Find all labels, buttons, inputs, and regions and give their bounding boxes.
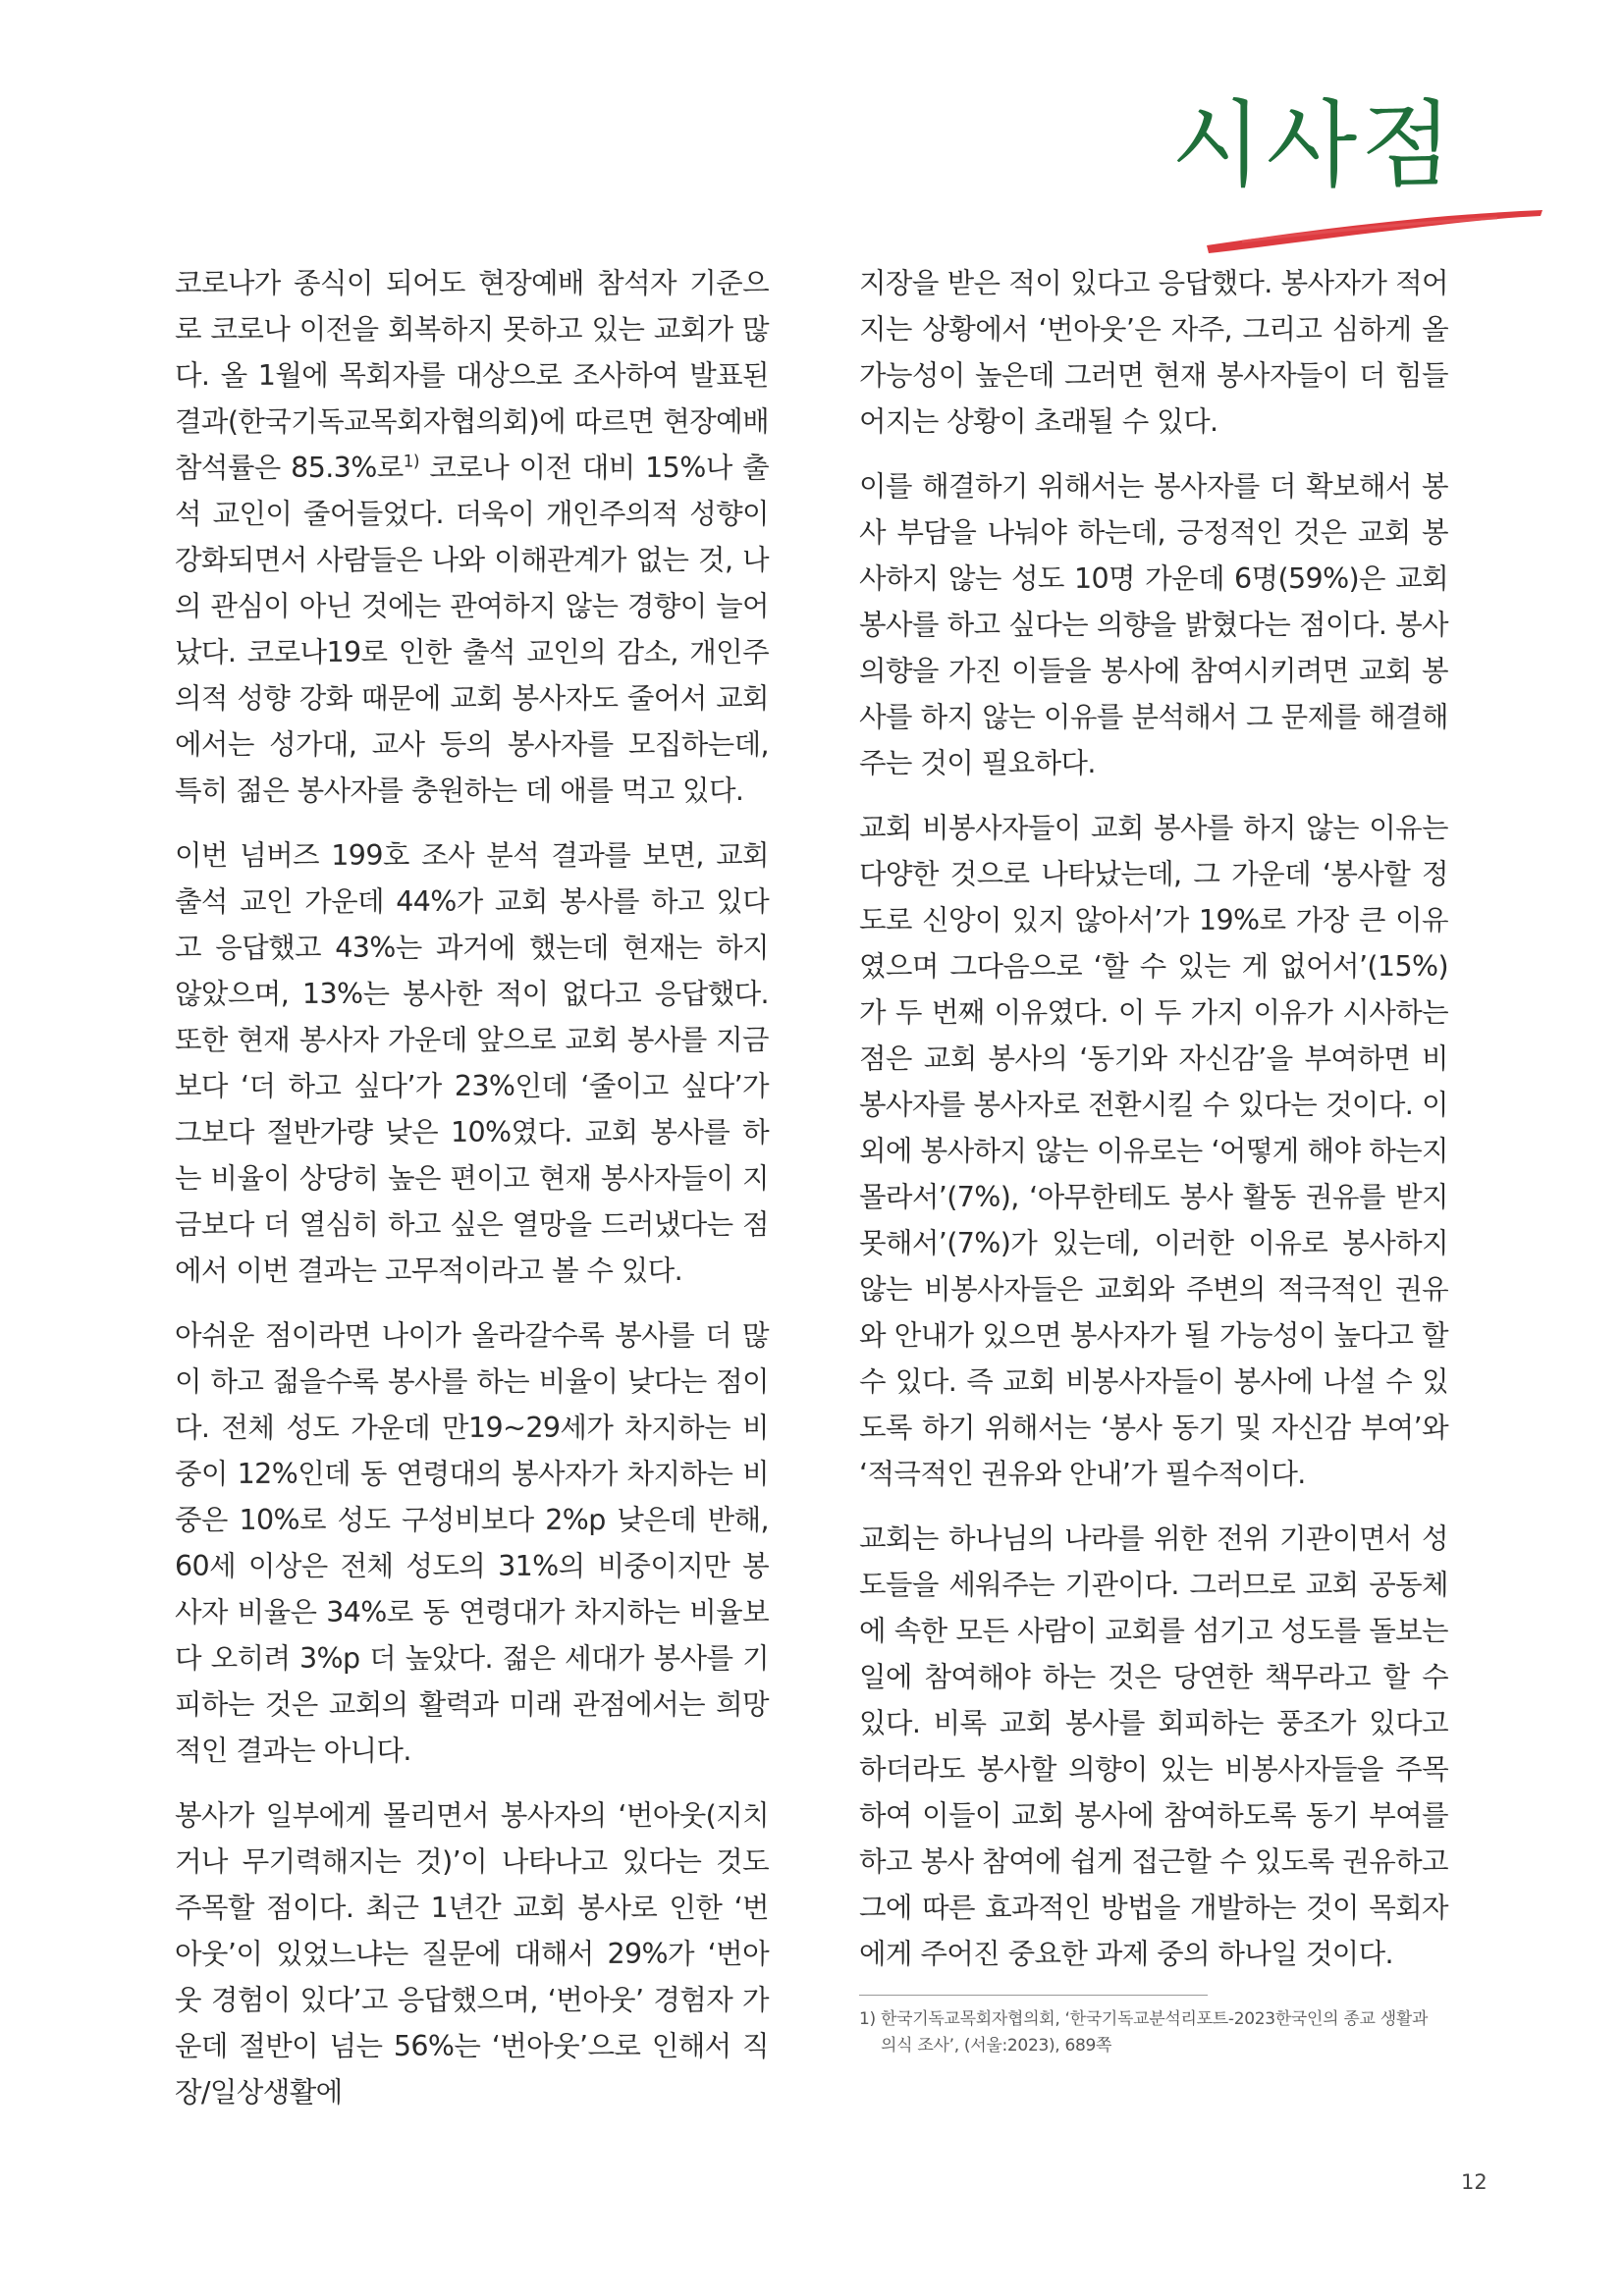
right-column [859,260,1448,1996]
left-column [175,260,769,2134]
red-brush-stroke-decoration [1203,196,1546,255]
paragraph: 아쉬운 점이라면 나이가 올라갈수록 봉사를 더 많이 하고 젊을수록 봉사를 하는 비율이 낮다는 점이다. 전체 성도 가운데 만19~29세가 차지하는 비중이 12%인데 동 연령대의 봉사자가 차지하는 비중은 10%로 성도 구성비보다 2%p 낮은데 반해, 60세 이상은 전체 성도의 31%의 비중이지만 봉사자 비율은 34%로 동 연령대가 차지하는 비율보다 오히려 3%p 더 높았다. 젊은 세대가 봉사를 기피하는 것은 교회의 활력과 미래 관점에서는 희망적인 결과는 아니다. [175,1319,769,1767]
footnote-text-line2: 의식 조사’, (서울:2023), 689쪽 [881,2036,1112,2056]
paragraph: 이번 넘버즈 199호 조사 분석 결과를 보면, 교회 출석 교인 가운데 44%가 교회 봉사를 하고 있다고 응답했고 43%는 과거에 했는데 현재는 하지 않았으며, 13%는 봉사한 적이 없다고 응답했다. 또한 현재 봉사자 가운데 앞으로 교회 봉사를 지금보다 ‘더 하고 싶다’가 23%인데 ‘줄이고 싶다’가 그보다 절반가량 낮은 10%였다. 교회 봉사를 하는 비율이 상당히 높은 편이고 현재 봉사자들이 지금보다 더 열심히 하고 싶은 열망을 드러냈다는 점에서 이번 결과는 고무적이라고 볼 수 있다. [175,839,769,1287]
paragraph: 교회 비봉사자들이 교회 봉사를 하지 않는 이유는 다양한 것으로 나타났는데, 그 가운데 ‘봉사할 정도로 신앙이 있지 않아서’가 19%로 가장 큰 이유였으며 그다음으로 ‘할 수 있는 게 없어서’(15%)가 두 번째 이유였다. 이 두 가지 이유가 시사하는 점은 교회 봉사의 ‘동기와 자신감’을 부여하면 비봉사자를 봉사자로 전환시킬 수 있다는 것이다. 이 외에 봉사하지 않는 이유로는 ‘어떻게 해야 하는지 몰라서’(7%), ‘아무한테도 봉사 활동 권유를 받지 못해서’(7%)가 있는데, 이러한 이유로 봉사하지 않는 비봉사자들은 교회와 주변의 적극적인 권유와 안내가 있으면 봉사자가 될 가능성이 높다고 할 수 있다. 즉 교회 비봉사자들이 봉사에 나설 수 있도록 하기 위해서는 ‘봉사 동기 및 자신감 부여’와 ‘적극적인 권유와 안내’가 필수적이다. [859,812,1448,1490]
footnote-divider [859,1995,1208,1996]
page-number: 12 [1461,2170,1488,2194]
paragraph: 봉사가 일부에게 몰리면서 봉사자의 ‘번아웃(지치거나 무기력해지는 것)’이 나타나고 있다는 것도 주목할 점이다. 최근 1년간 교회 봉사로 인한 ‘번아웃’이 있었느냐는 질문에 대해서 29%가 ‘번아웃 경험이 있다’고 응답했으며, ‘번아웃’ 경험자 가운데 절반이 넘는 56%는 ‘번아웃’으로 인해서 직장/일상생활에 [175,1799,769,2109]
section-title: 시사점 [1170,90,1456,200]
paragraph: 지장을 받은 적이 있다고 응답했다. 봉사자가 적어지는 상황에서 ‘번아웃’은 자주, 그리고 심하게 올 가능성이 높은데 그러면 현재 봉사자들이 더 힘들어지는 상황이 초래될 수 있다. [859,267,1448,438]
footnote-number: 1) [859,2009,876,2029]
paragraph: 코로나가 종식이 되어도 현장예배 참석자 기준으로 코로나 이전을 회복하지 못하고 있는 교회가 많다. 올 1월에 목회자를 대상으로 조사하여 발표된 결과(한국기독교목회자협의회)에 따르면 현장예배 참석률은 85.3%로$^{1)}$ 코로나 이전 대비 15%나 출석 교인이 줄어들었다. 더욱이 개인주의적 성향이 강화되면서 사람들은 나와 이해관계가 없는 것, 나의 관심이 아닌 것에는 관여하지 않는 경향이 늘어났다. 코로나19로 인한 출석 교인의 감소, 개인주의적 성향 강화 때문에 교회 봉사자도 줄어서 교회에서는 성가대, 교사 등의 봉사자를 모집하는데, 특히 젊은 봉사자를 충원하는 데 애를 먹고 있다. [175,267,769,807]
paragraph: 이를 해결하기 위해서는 봉사자를 더 확보해서 봉사 부담을 나눠야 하는데, 긍정적인 것은 교회 봉사하지 않는 성도 10명 가운데 6명(59%)은 교회 봉사를 하고 싶다는 의향을 밝혔다는 점이다. 봉사 의향을 가진 이들을 봉사에 참여시키려면 교회 봉사를 하지 않는 이유를 분석해서 그 문제를 해결해 주는 것이 필요하다. [859,470,1448,779]
footnote-text-line1: 한국기독교목회자협의회, ‘한국기독교분석리포트-2023한국인의 종교 생활과 [881,2009,1429,2029]
paragraph: 교회는 하나님의 나라를 위한 전위 기관이면서 성도들을 세워주는 기관이다. 그러므로 교회 공동체에 속한 모든 사람이 교회를 섬기고 성도를 돌보는 일에 참여해야 하는 것은 당연한 책무라고 할 수 있다. 비록 교회 봉사를 회피하는 풍조가 있다고 하더라도 봉사할 의향이 있는 비봉사자들을 주목하여 이들이 교회 봉사에 참여하도록 동기 부여를 하고 봉사 참여에 쉽게 접근할 수 있도록 권유하고 그에 따른 효과적인 방법을 개발하는 것이 목회자에게 주어진 중요한 과제 중의 하나일 것이다. [859,1522,1448,1970]
footnote [859,2006,1448,2059]
footnote-reference: 1) [403,452,419,472]
